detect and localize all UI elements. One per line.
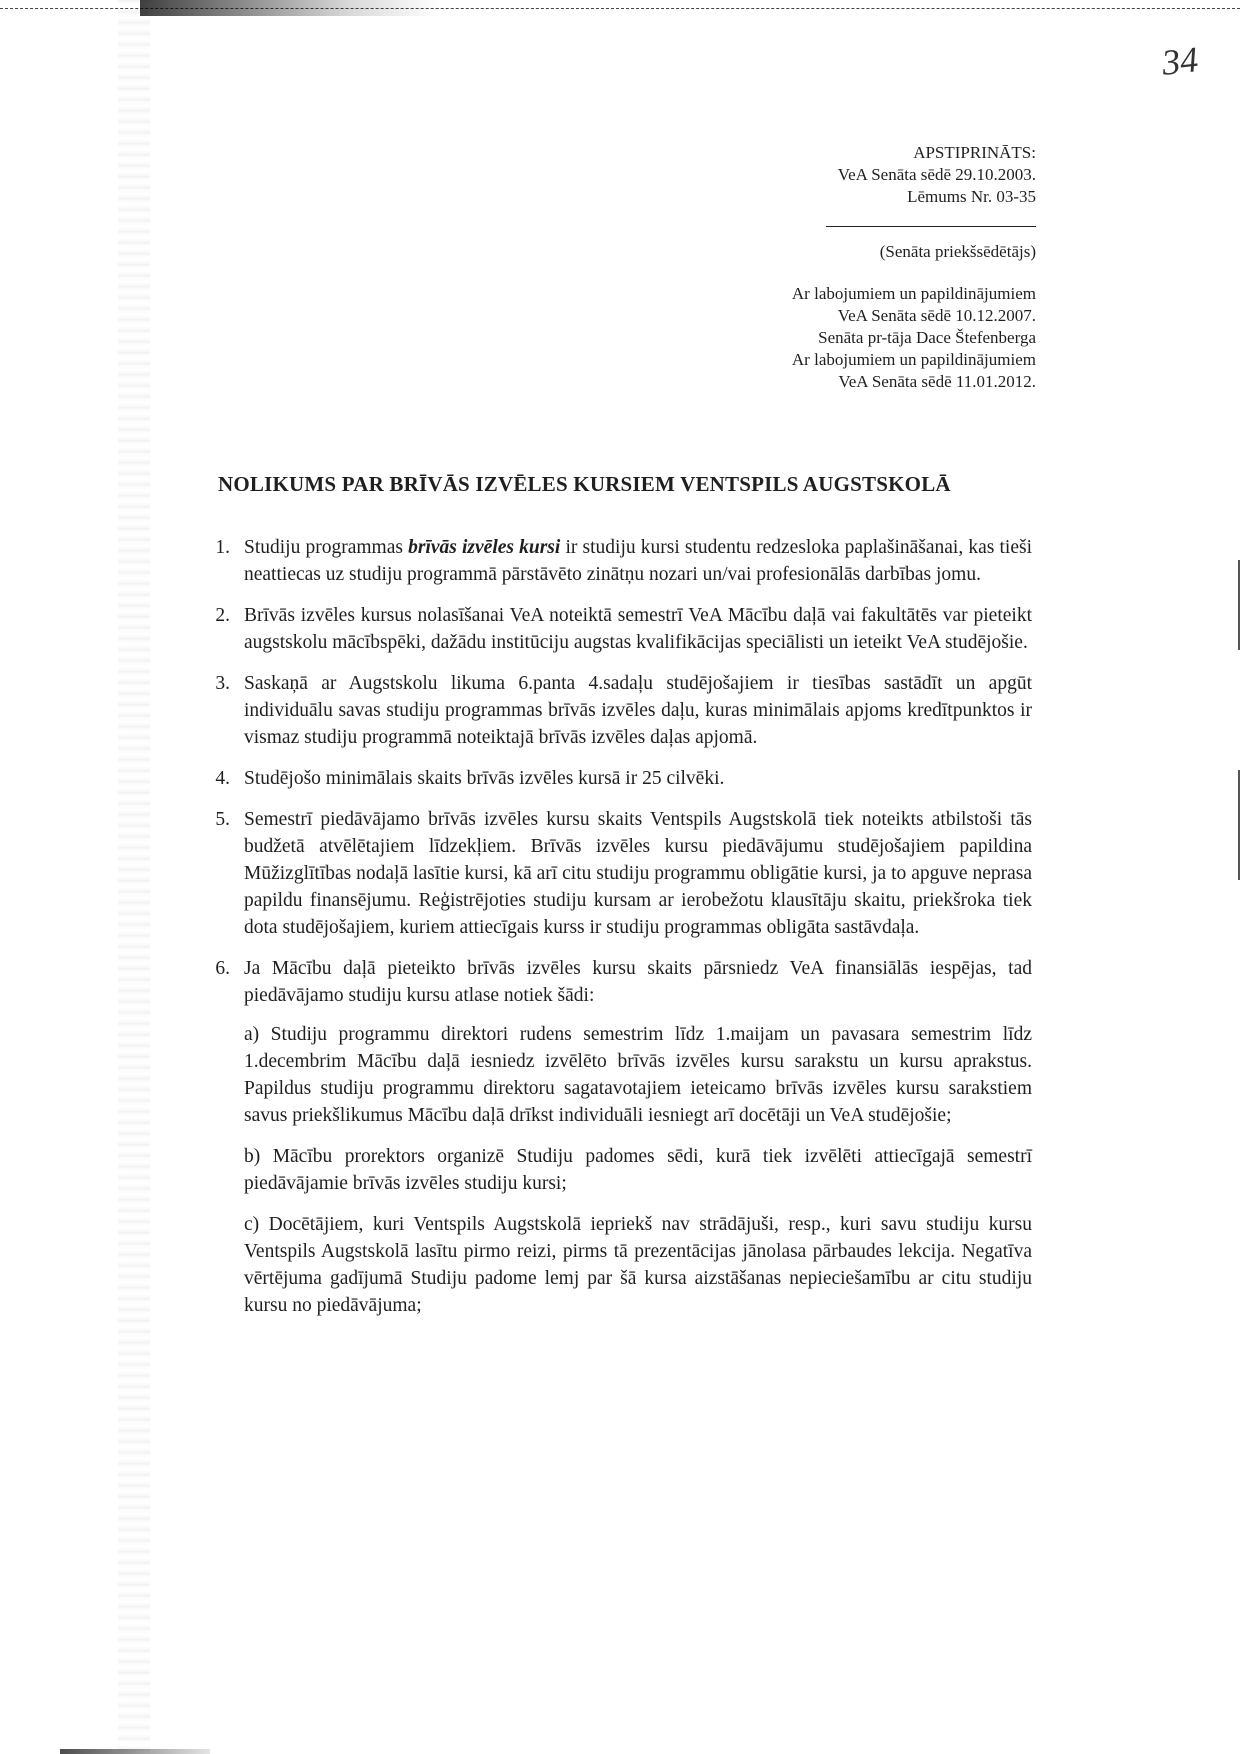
item-text: Saskaņā ar Augstskolu likuma 6.panta 4.sadaļu studējošajiem ir tiesības sastādīt un apgūt individuālu savas studiju programmas brīvās izvēles daļu, kuras minimālais apjoms kredītpunktos ir vismaz studiju programmā noteiktajā brīvās izvēles daļas apjomā. [244,673,1032,748]
list-item [200,765,1032,792]
amendment-2-line-2: VeA Senāta sēdē 11.01.2012. [838,372,1036,391]
item-emphasis: brīvās izvēles kursi [408,537,561,558]
sub-item-b: b) Mācību prorektors organizē Studiju padomes sēdi, kurā tiek izvēlēti attiecīgajā semestrī piedāvājamie brīvās izvēles studiju kursi; [244,1146,1032,1194]
regulation-body [200,534,1032,1333]
handwritten-page-number: 34 [1160,39,1200,83]
item-text-post: ir studiju kursi studentu redzesloka paplašināšanai, kas tieši neattiecas uz studiju programmā pārstāvēto zinātņu nozari un/vai profesionālās darbības jomu. [244,537,1032,585]
senate-meeting-date: VeA Senāta sēdē 29.10.2003. [837,165,1036,184]
scan-binding-edge [118,0,150,1754]
scan-bottom-shadow [60,1749,210,1754]
item-text: Ja Mācību daļā pieteikto brīvās izvēles kursu skaits pārsniedz VeA finansiālās iespējas, tad piedāvājamo studiju kursu atlase notiek šādi: [244,958,1032,1006]
list-item [200,670,1032,751]
item-number: 3. [215,673,230,694]
amendment-1-line-2: VeA Senāta sēdē 10.12.2007. [837,306,1036,325]
decision-number: Lēmums Nr. 03-35 [907,187,1036,206]
amendment-1-line-1: Ar labojumiem un papildinājumiem [791,284,1036,303]
list-item [200,534,1032,588]
item-number: 6. [215,958,230,979]
list-item [200,806,1032,941]
item-number: 5. [215,809,230,830]
approval-block [792,142,1036,393]
list-item [200,955,1032,1319]
list-item [200,602,1032,656]
sub-list [244,1021,1032,1319]
sub-item-c: c) Docētājiem, kuri Ventspils Augstskolā iepriekš nav strādājuši, resp., kuri savu studiju kursu Ventspils Augstskolā lasītu pirmo reizi, pirms tā prezentācijas jānolasa pārbaudes lekcija. Negatīva vērtējuma gadījumā Studiju padome lemj par šā kursa aizstāšanas nepieciešamību ar citu studiju kursu no piedāvājuma; [244,1214,1032,1316]
item-number: 1. [215,537,230,558]
document-title: NOLIKUMS PAR BRĪVĀS IZVĒLES KURSIEM VENTSPILS AUGSTSKOLĀ [218,472,951,496]
amendment-2-line-1: Ar labojumiem un papildinājumiem [791,350,1036,369]
item-text: Studējošo minimālais skaits brīvās izvēles kursā ir 25 cilvēki. [244,768,725,789]
item-text: Brīvās izvēles kursus nolasīšanai VeA noteiktā semestrī VeA Mācību daļā vai fakultātēs var pieteikt augstskolu mācībspēki, dažādu institūciju augstas kvalifikācijas speciālisti un ieteikt VeA studējošie. [244,605,1032,653]
item-number: 2. [215,605,230,626]
scan-top-shadow [140,0,440,16]
signature-line [826,226,1036,227]
approved-label: APSTIPRINĀTS: [913,143,1036,162]
amendment-1-line-3: Senāta pr-tāja Dace Štefenberga [818,328,1036,347]
item-text-pre: Studiju programmas [244,537,409,558]
item-text: Semestrī piedāvājamo brīvās izvēles kursu skaits Ventspils Augstskolā tiek noteikts atbilstoši tās budžetā atvēlētajiem līdzekļiem. Brīvās izvēles kursu piedāvājumu studējošajiem papildina Mūžizglītības nodaļā lasītie kursi, kā arī citu studiju programmu obligātie kursi, ja to apguve neprasa papildu finansējumu. Reģistrējoties studiju kursam ar ierobežotu klausītāju skaitu, priekšroka tiek dota studējošajiem, kuriem attiecīgais kurss ir studiju programmas obligāta sastāvdaļa. [244,809,1032,938]
signature-role: (Senāta priekšsēdētājs) [879,242,1036,261]
item-number: 4. [215,768,230,789]
sub-item-a: a) Studiju programmu direktori rudens semestrim līdz 1.maijam un pavasara semestrim līdz 1.decembrim Mācību daļā iesniedz izvēlēto brīvās izvēles kursu sarakstu un kursu aprakstus. Papildus studiju programmu direktoru sagatavotajiem ieteicamo brīvās izvēles kursu sarakstiem savus priekšlikumus Mācību daļā drīkst individuāli iesniegt arī docētāji un VeA studējošie; [244,1024,1032,1126]
